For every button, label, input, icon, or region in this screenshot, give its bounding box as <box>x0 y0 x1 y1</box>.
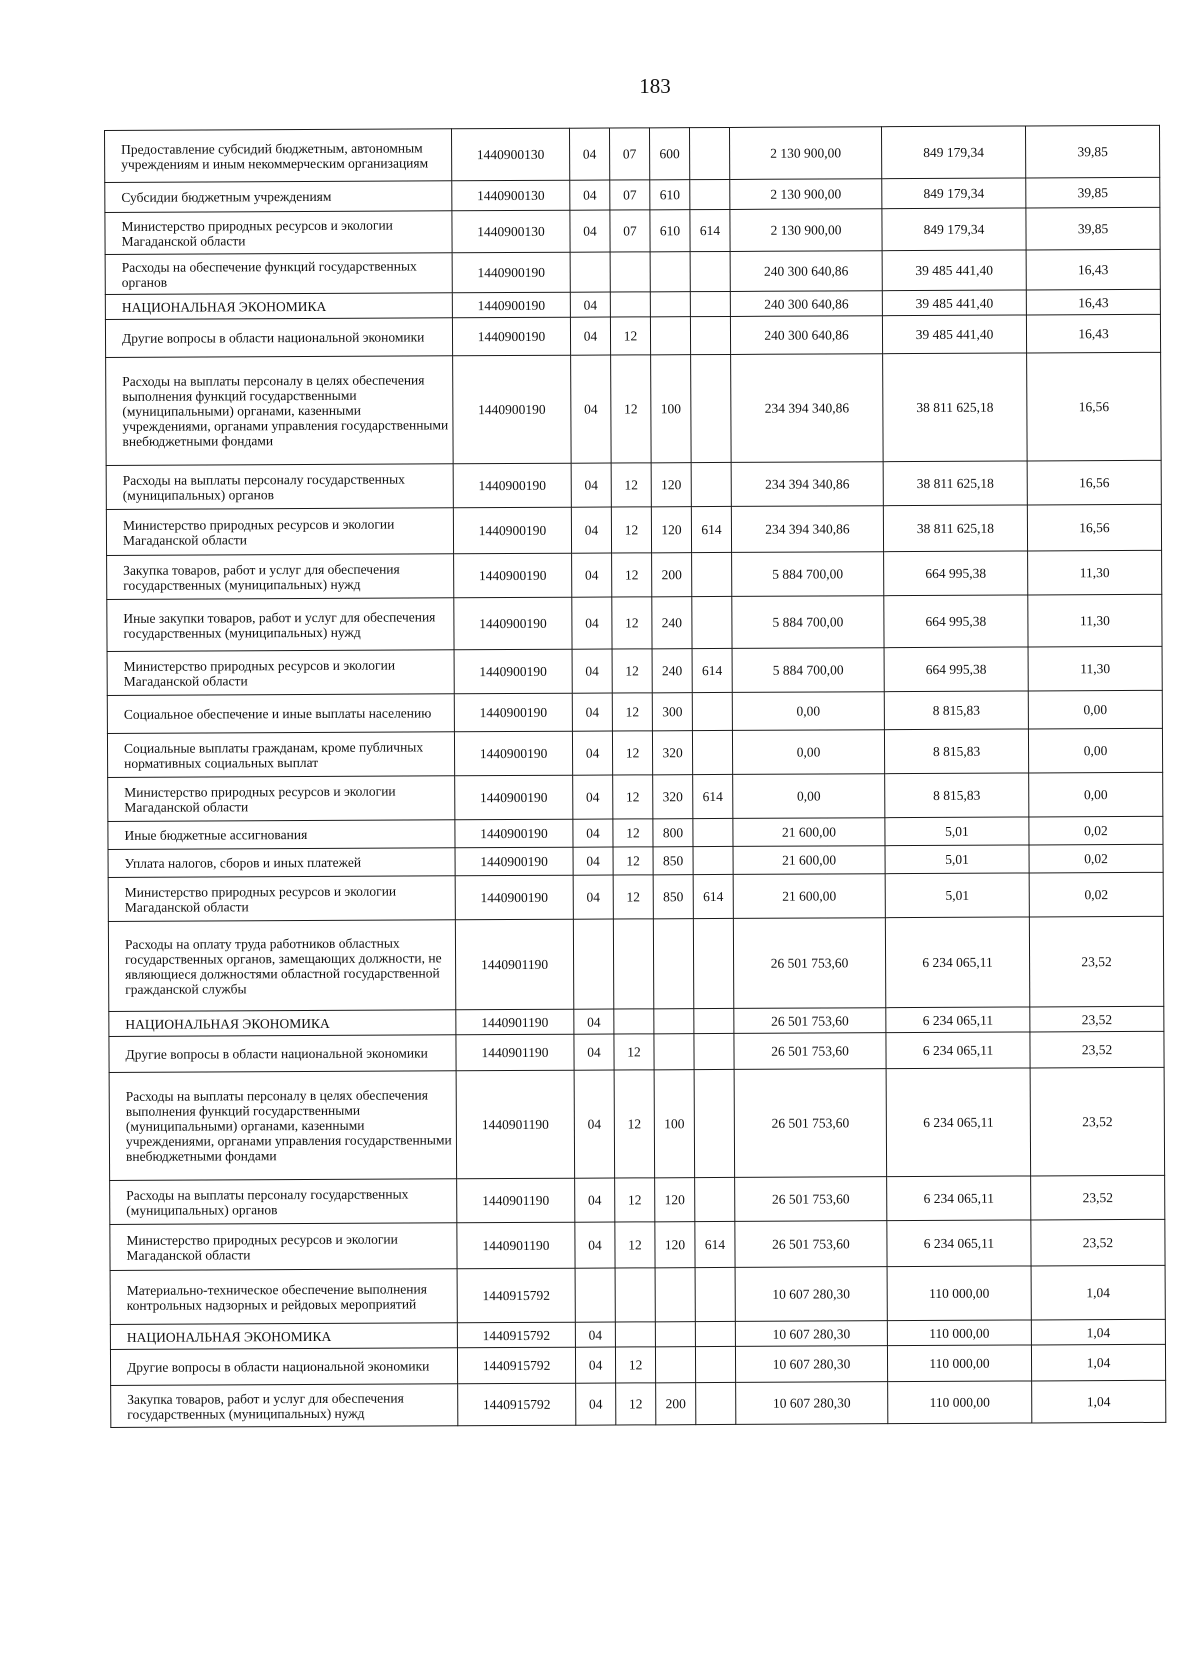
table-row <box>107 550 1162 599</box>
cell-section: 04 <box>574 1070 615 1178</box>
cell-section: 04 <box>573 819 613 847</box>
cell-section: 04 <box>575 1178 615 1222</box>
cell-expense-type: 850 <box>653 875 693 919</box>
cell-actual: 6 234 065,11 <box>887 1220 1031 1267</box>
table-row <box>109 1031 1164 1072</box>
cell-name: Социальное обеспечение и иные выплаты населению <box>107 694 454 734</box>
cell-percent: 0,00 <box>1029 772 1163 817</box>
cell-plan: 26 501 753,60 <box>734 1008 886 1034</box>
cell-actual: 8 815,83 <box>885 773 1029 818</box>
cell-plan: 5 884 700,00 <box>732 552 884 597</box>
cell-subsection: 12 <box>612 731 652 775</box>
cell-target-code: 1440915792 <box>457 1322 575 1348</box>
cell-plan: 26 501 753,60 <box>734 1033 886 1070</box>
cell-name: Расходы на обеспечение функций государственных органов <box>105 253 452 295</box>
table-row <box>108 916 1163 1011</box>
cell-percent: 0,02 <box>1029 844 1163 873</box>
cell-percent: 1,04 <box>1031 1319 1165 1345</box>
cell-target-code: 1440900190 <box>452 317 570 356</box>
cell-percent: 23,52 <box>1030 1031 1164 1068</box>
cell-plan: 234 394 340,86 <box>731 354 884 463</box>
cell-actual: 6 234 065,11 <box>886 1007 1030 1033</box>
cell-name: Иные бюджетные ассигнования <box>108 820 455 850</box>
cell-expense-type: 610 <box>650 180 690 210</box>
cell-section: 04 <box>575 1222 615 1268</box>
cell-actual: 5,01 <box>885 873 1029 918</box>
table-row <box>110 1175 1165 1224</box>
table-row <box>108 772 1163 821</box>
cell-target-code: 1440900190 <box>452 292 570 318</box>
cell-name: Другие вопросы в области национальной экономики <box>110 1348 457 1386</box>
cell-actual: 6 234 065,11 <box>887 1176 1031 1221</box>
cell-administrator <box>690 251 730 291</box>
table-row <box>105 249 1160 294</box>
cell-subsection <box>615 1322 655 1347</box>
cell-administrator <box>690 316 730 354</box>
cell-plan: 0,00 <box>732 730 884 775</box>
cell-expense-type <box>654 1009 694 1034</box>
cell-name: Министерство природных ресурсов и экологии Магаданской области <box>107 650 454 696</box>
cell-subsection: 12 <box>615 1178 655 1222</box>
cell-actual: 849 179,34 <box>882 178 1026 209</box>
cell-plan: 10 607 280,30 <box>735 1346 887 1383</box>
cell-section: 04 <box>574 1034 614 1070</box>
cell-expense-type: 800 <box>653 819 693 847</box>
cell-target-code: 1440900190 <box>454 649 572 694</box>
cell-target-code: 1440901190 <box>456 1070 575 1179</box>
cell-section: 04 <box>576 1383 616 1425</box>
cell-expense-type <box>655 1347 695 1383</box>
cell-target-code: 1440901190 <box>456 1034 574 1071</box>
cell-section: 04 <box>575 1347 615 1383</box>
cell-subsection: 12 <box>616 1383 656 1425</box>
cell-percent: 39,85 <box>1026 177 1160 208</box>
cell-plan: 26 501 753,60 <box>735 1221 887 1268</box>
cell-section: 04 <box>571 463 611 507</box>
cell-expense-type: 200 <box>656 1383 696 1425</box>
cell-percent: 23,52 <box>1030 1006 1164 1032</box>
cell-name: Расходы на выплаты персоналу в целях обеспечения выполнения функций государственными (муниципальными) органами, казенными учреждениями, органами управления государственными внебюджетными фондами <box>109 1071 457 1181</box>
table-row <box>111 1380 1166 1427</box>
cell-percent: 0,00 <box>1028 728 1162 773</box>
cell-subsection: 12 <box>613 875 653 919</box>
cell-plan: 21 600,00 <box>733 818 885 847</box>
cell-administrator: 614 <box>692 648 732 692</box>
cell-expense-type: 300 <box>652 693 692 731</box>
cell-name: Министерство природных ресурсов и экологии Магаданской области <box>110 1223 457 1271</box>
cell-section: 04 <box>570 180 610 210</box>
table-row <box>110 1219 1165 1270</box>
cell-expense-type: 850 <box>653 847 693 875</box>
cell-subsection: 12 <box>612 597 652 649</box>
cell-subsection: 12 <box>612 649 652 693</box>
table-row <box>106 460 1161 509</box>
cell-administrator <box>695 1177 735 1221</box>
cell-subsection: 12 <box>614 1034 654 1070</box>
cell-plan: 240 300 640,86 <box>730 251 882 292</box>
cell-plan: 234 394 340,86 <box>731 506 883 553</box>
cell-plan: 26 501 753,60 <box>734 1069 887 1178</box>
table-row <box>109 1067 1165 1180</box>
cell-percent: 1,04 <box>1032 1380 1166 1423</box>
cell-administrator: 614 <box>690 209 730 251</box>
cell-target-code: 1440915792 <box>457 1268 575 1323</box>
cell-actual: 6 234 065,11 <box>885 917 1029 1008</box>
table-row <box>110 1265 1165 1324</box>
cell-plan: 10 607 280,30 <box>736 1382 888 1425</box>
cell-target-code: 1440900190 <box>454 693 572 732</box>
table-row <box>105 125 1160 182</box>
cell-percent: 1,04 <box>1031 1344 1165 1381</box>
cell-section: 04 <box>570 317 610 355</box>
cell-expense-type: 320 <box>652 731 692 775</box>
cell-actual: 110 000,00 <box>887 1345 1031 1382</box>
cell-percent: 39,85 <box>1026 207 1160 250</box>
cell-actual: 110 000,00 <box>888 1381 1032 1424</box>
cell-subsection: 12 <box>612 553 652 597</box>
cell-percent: 16,56 <box>1027 504 1161 551</box>
cell-percent: 0,02 <box>1029 816 1163 845</box>
cell-section: 04 <box>572 649 612 693</box>
cell-expense-type: 120 <box>655 1222 695 1268</box>
cell-administrator <box>693 846 733 874</box>
cell-plan: 2 130 900,00 <box>729 127 881 180</box>
cell-section: 04 <box>573 875 613 919</box>
cell-percent: 16,43 <box>1026 314 1160 353</box>
cell-percent: 11,30 <box>1028 550 1162 595</box>
cell-plan: 2 130 900,00 <box>730 179 882 210</box>
cell-actual: 39 485 441,40 <box>882 315 1026 354</box>
cell-percent: 39,85 <box>1025 125 1159 178</box>
cell-section: 04 <box>573 775 613 819</box>
cell-subsection: 12 <box>611 463 651 507</box>
cell-percent: 0,02 <box>1029 872 1163 917</box>
cell-subsection <box>610 292 650 317</box>
cell-expense-type: 100 <box>654 1070 695 1178</box>
cell-section: 04 <box>572 553 612 597</box>
cell-name: Закупка товаров, работ и услуг для обеспечения государственных (муниципальных) нужд <box>111 1384 458 1428</box>
cell-subsection: 12 <box>612 693 652 731</box>
cell-subsection: 12 <box>610 317 650 355</box>
cell-expense-type: 120 <box>651 463 691 507</box>
cell-percent: 11,30 <box>1028 646 1162 691</box>
cell-section: 04 <box>571 355 612 463</box>
cell-administrator <box>695 1346 735 1382</box>
cell-expense-type: 320 <box>653 775 693 819</box>
cell-plan: 21 600,00 <box>733 846 885 875</box>
cell-subsection: 12 <box>615 1347 655 1383</box>
cell-actual: 39 485 441,40 <box>882 250 1026 291</box>
cell-name: Материально-техническое обеспечение выполнения контрольных надзорных и рейдовых мероприятий <box>110 1269 457 1325</box>
cell-actual: 5,01 <box>885 817 1029 846</box>
cell-section: 04 <box>574 1009 614 1034</box>
cell-percent: 11,30 <box>1028 594 1162 647</box>
cell-plan: 0,00 <box>732 692 884 731</box>
cell-expense-type <box>654 1034 694 1070</box>
cell-actual: 6 234 065,11 <box>886 1032 1030 1069</box>
cell-subsection: 12 <box>613 847 653 875</box>
table-row <box>108 872 1163 921</box>
cell-administrator <box>696 1382 736 1424</box>
cell-expense-type <box>650 317 690 355</box>
cell-section: 04 <box>572 597 612 649</box>
cell-name: Иные закупки товаров, работ и услуг для обеспечения государственных (муниципальных) нужд <box>107 598 454 652</box>
cell-name: Социальные выплаты гражданам, кроме публичных нормативных социальных выплат <box>107 732 454 778</box>
cell-actual: 38 811 625,18 <box>883 461 1027 506</box>
cell-administrator <box>690 291 730 316</box>
cell-administrator <box>693 918 733 1008</box>
cell-expense-type: 100 <box>651 355 692 463</box>
cell-percent: 16,43 <box>1026 289 1160 315</box>
cell-plan: 240 300 640,86 <box>730 316 882 355</box>
cell-expense-type: 200 <box>652 553 692 597</box>
cell-target-code: 1440901190 <box>456 1009 574 1035</box>
cell-subsection <box>610 252 650 292</box>
cell-administrator <box>691 462 731 506</box>
cell-actual: 849 179,34 <box>882 208 1026 251</box>
cell-expense-type <box>650 252 690 292</box>
cell-name: НАЦИОНАЛЬНАЯ ЭКОНОМИКА <box>109 1010 456 1037</box>
table-row <box>110 1344 1165 1385</box>
cell-percent: 0,00 <box>1028 690 1162 729</box>
cell-plan: 21 600,00 <box>733 874 885 919</box>
cell-plan: 2 130 900,00 <box>730 209 882 252</box>
table-row <box>107 646 1162 695</box>
cell-subsection <box>615 1268 655 1322</box>
cell-section: 04 <box>572 731 612 775</box>
cell-administrator: 614 <box>695 1221 735 1267</box>
cell-target-code: 1440900130 <box>452 180 570 211</box>
cell-actual: 110 000,00 <box>887 1266 1031 1321</box>
cell-administrator <box>694 1033 734 1069</box>
cell-section: 04 <box>571 507 611 553</box>
cell-target-code: 1440900190 <box>452 252 570 293</box>
budget-table <box>104 125 1166 1428</box>
cell-plan: 26 501 753,60 <box>735 1177 887 1222</box>
cell-administrator <box>692 552 732 596</box>
cell-actual: 39 485 441,40 <box>882 290 1026 316</box>
cell-administrator <box>694 1069 735 1177</box>
cell-actual: 110 000,00 <box>887 1320 1031 1346</box>
cell-subsection: 12 <box>615 1222 655 1268</box>
table-row <box>107 690 1162 733</box>
cell-actual: 6 234 065,11 <box>886 1068 1031 1177</box>
cell-plan: 0,00 <box>733 774 885 819</box>
cell-section <box>575 1268 615 1322</box>
cell-section: 04 <box>569 128 609 180</box>
cell-target-code: 1440915792 <box>458 1383 576 1426</box>
cell-name: Министерство природных ресурсов и экологии Магаданской области <box>105 211 452 255</box>
cell-administrator <box>692 692 732 730</box>
cell-subsection: 07 <box>610 210 650 252</box>
cell-name: Расходы на выплаты персоналу государственных (муниципальных) органов <box>110 1179 457 1225</box>
table-row <box>106 352 1162 465</box>
cell-expense-type <box>655 1268 695 1322</box>
cell-expense-type <box>655 1322 695 1347</box>
cell-target-code: 1440900190 <box>453 463 571 508</box>
cell-actual: 8 815,83 <box>884 691 1028 730</box>
cell-expense-type: 240 <box>652 649 692 693</box>
cell-subsection: 12 <box>611 507 651 553</box>
cell-plan: 5 884 700,00 <box>732 648 884 693</box>
cell-subsection: 07 <box>609 128 649 180</box>
cell-section: 04 <box>575 1322 615 1347</box>
cell-actual: 849 179,34 <box>881 126 1025 179</box>
cell-administrator: 614 <box>691 506 731 552</box>
cell-target-code: 1440915792 <box>457 1347 575 1384</box>
cell-name: Закупка товаров, работ и услуг для обеспечения государственных (муниципальных) нужд <box>107 554 454 600</box>
cell-target-code: 1440901190 <box>457 1178 575 1223</box>
table-body <box>105 125 1166 1427</box>
cell-target-code: 1440900190 <box>453 507 571 554</box>
cell-actual: 664 995,38 <box>884 595 1028 648</box>
cell-name: Предоставление субсидий бюджетным, автономным учреждениям и иным некоммерческим организациям <box>105 129 452 183</box>
cell-administrator: 614 <box>693 874 733 918</box>
cell-plan: 10 607 280,30 <box>735 1321 887 1347</box>
cell-expense-type <box>653 919 693 1009</box>
cell-target-code: 1440900190 <box>454 553 572 598</box>
table-row <box>105 207 1160 254</box>
cell-name: Министерство природных ресурсов и экологии Магаданской области <box>108 876 455 922</box>
cell-expense-type: 610 <box>650 210 690 252</box>
cell-name: Субсидии бюджетным учреждениям <box>105 181 452 213</box>
cell-administrator <box>692 596 732 648</box>
cell-expense-type: 120 <box>651 507 691 553</box>
cell-name: Министерство природных ресурсов и экологии Магаданской области <box>106 508 453 556</box>
cell-administrator <box>695 1321 735 1346</box>
cell-administrator <box>693 818 733 846</box>
cell-actual: 38 811 625,18 <box>883 353 1028 462</box>
cell-actual: 664 995,38 <box>884 647 1028 692</box>
cell-percent: 23,52 <box>1030 1067 1165 1176</box>
cell-name: НАЦИОНАЛЬНАЯ ЭКОНОМИКА <box>105 293 452 320</box>
cell-target-code: 1440900190 <box>455 847 573 876</box>
cell-target-code: 1440900190 <box>455 775 573 820</box>
cell-name: Другие вопросы в области национальной экономики <box>109 1035 456 1073</box>
cell-name: Уплата налогов, сборов и иных платежей <box>108 848 455 878</box>
cell-target-code: 1440901190 <box>455 919 573 1010</box>
cell-subsection: 12 <box>611 355 652 463</box>
cell-name: Расходы на выплаты персоналу государственных (муниципальных) органов <box>106 464 453 510</box>
cell-plan: 26 501 753,60 <box>733 918 885 1009</box>
cell-subsection: 12 <box>614 1070 655 1178</box>
cell-section: 04 <box>572 693 612 731</box>
cell-percent: 23,52 <box>1029 916 1163 1007</box>
cell-actual: 5,01 <box>885 845 1029 874</box>
cell-subsection: 12 <box>613 775 653 819</box>
cell-subsection: 12 <box>613 819 653 847</box>
cell-section <box>573 919 613 1009</box>
cell-subsection: 07 <box>610 180 650 210</box>
cell-subsection <box>614 1009 654 1034</box>
cell-target-code: 1440900190 <box>455 875 573 920</box>
cell-actual: 8 815,83 <box>884 729 1028 774</box>
table-row <box>107 728 1162 777</box>
cell-name: НАЦИОНАЛЬНАЯ ЭКОНОМИКА <box>110 1323 457 1350</box>
cell-expense-type: 600 <box>649 128 689 180</box>
cell-name: Другие вопросы в области национальной экономики <box>105 318 452 358</box>
cell-plan: 10 607 280,30 <box>735 1267 887 1322</box>
cell-name: Расходы на выплаты персоналу в целях обеспечения выполнения функций государственными (муниципальными) органами, казенными учреждениями, органами управления государственными внебюджетными фондами <box>106 356 454 466</box>
cell-target-code: 1440901190 <box>457 1222 575 1269</box>
cell-target-code: 1440900130 <box>451 128 569 181</box>
cell-name: Министерство природных ресурсов и экологии Магаданской области <box>108 776 455 822</box>
cell-actual: 38 811 625,18 <box>883 505 1027 552</box>
cell-percent: 16,56 <box>1027 460 1161 505</box>
cell-administrator <box>691 354 732 462</box>
cell-expense-type <box>650 292 690 317</box>
cell-section <box>570 252 610 292</box>
cell-administrator <box>692 730 732 774</box>
cell-section: 04 <box>570 292 610 317</box>
cell-expense-type: 120 <box>655 1178 695 1222</box>
cell-name: Расходы на оплату труда работников областных государственных органов, замещающих должности, не являющиеся должностями областной государственной гражданской службы <box>108 920 455 1012</box>
cell-plan: 240 300 640,86 <box>730 291 882 317</box>
cell-target-code: 1440900190 <box>455 819 573 848</box>
cell-administrator <box>689 127 729 179</box>
cell-administrator <box>694 1008 734 1033</box>
cell-administrator <box>695 1267 735 1321</box>
cell-percent: 16,56 <box>1027 352 1162 461</box>
cell-target-code: 1440900190 <box>453 355 572 464</box>
cell-percent: 16,43 <box>1026 249 1160 290</box>
cell-subsection <box>613 919 653 1009</box>
table-row <box>106 504 1161 555</box>
cell-target-code: 1440900190 <box>454 731 572 776</box>
budget-table-wrapper <box>104 125 1166 1428</box>
cell-percent: 23,52 <box>1031 1175 1165 1220</box>
cell-actual: 664 995,38 <box>884 551 1028 596</box>
cell-plan: 5 884 700,00 <box>732 596 884 649</box>
cell-expense-type: 240 <box>652 597 692 649</box>
cell-administrator <box>690 179 730 209</box>
cell-plan: 234 394 340,86 <box>731 462 883 507</box>
cell-percent: 1,04 <box>1031 1265 1165 1320</box>
page-number: 183 <box>639 74 671 98</box>
table-row <box>107 594 1162 651</box>
cell-target-code: 1440900190 <box>454 597 572 650</box>
cell-percent: 23,52 <box>1031 1219 1165 1266</box>
cell-section: 04 <box>573 847 613 875</box>
cell-administrator: 614 <box>693 774 733 818</box>
cell-target-code: 1440900130 <box>452 210 570 253</box>
cell-section: 04 <box>570 210 610 252</box>
table-row <box>105 314 1160 357</box>
